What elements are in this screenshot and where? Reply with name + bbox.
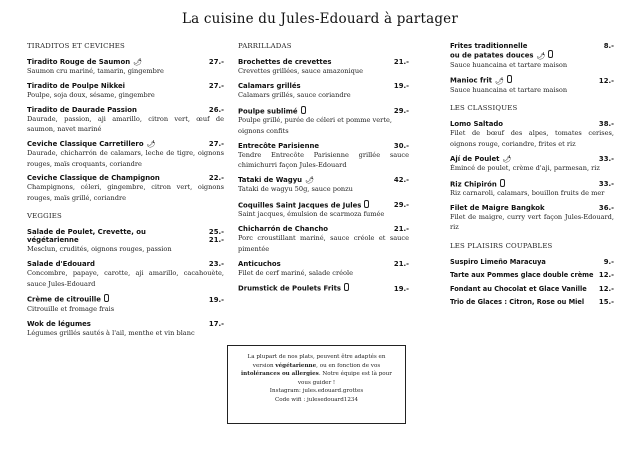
spicy-icon: 🌶︎ bbox=[133, 58, 143, 66]
item-price: 27.- bbox=[208, 81, 224, 90]
item-price: 29.- bbox=[393, 107, 409, 116]
item-description: Riz carnaroli, calamars, bouillon fruits de mer bbox=[450, 189, 605, 198]
notice-emphasis: végétarienne bbox=[275, 362, 317, 369]
page-title: La cuisine du Jules-Edouard à partager bbox=[181, 11, 459, 27]
item-price: 12.- bbox=[598, 284, 614, 293]
menu-item bbox=[450, 155, 614, 173]
menu-item bbox=[238, 142, 409, 171]
menu-item bbox=[27, 140, 224, 169]
item-price: 30.- bbox=[393, 141, 409, 150]
item-name: Tiradito de Poulpe Nikkei bbox=[27, 81, 126, 90]
item-name: Riz Chipirón bbox=[450, 180, 497, 189]
menu-item bbox=[450, 298, 614, 306]
item-name: Tataki de Wagyu bbox=[238, 175, 303, 184]
item-name-line2: ou de patates douces bbox=[450, 51, 534, 60]
vegetarian-icon bbox=[507, 75, 512, 83]
item-price: 33.- bbox=[598, 154, 614, 163]
item-description: Crevettes grillées, sauce amazonique bbox=[238, 67, 364, 75]
menu-item bbox=[450, 204, 614, 233]
item-name: Lomo Saltado bbox=[450, 120, 504, 129]
spicy-icon: 🌶︎ bbox=[146, 140, 156, 149]
item-price: 12.- bbox=[598, 76, 614, 85]
item-name-variant: végétarienne bbox=[27, 236, 79, 245]
menu-item bbox=[27, 174, 224, 203]
item-name: Suspiro Limeño Maracuya bbox=[450, 257, 546, 266]
item-price: 25.- bbox=[208, 228, 224, 237]
item-name: Tiradito de Daurade Passion bbox=[27, 105, 137, 114]
item-price: 15.- bbox=[598, 298, 614, 307]
section-heading-classiques: LES CLASSIQUES bbox=[450, 104, 518, 113]
item-description: Poulpe grillé, purée de céleri et pomme verte, oignons confits bbox=[238, 116, 392, 135]
menu-item bbox=[238, 58, 409, 76]
item-description: Tendre Entrecôte Parisienne grillée sauce chimichurri façon Jules-Edouard bbox=[238, 150, 409, 170]
item-price: 22.- bbox=[208, 174, 224, 183]
menu-item bbox=[238, 176, 409, 194]
item-name: Crème de citrouille bbox=[27, 295, 101, 304]
item-name: Wok de légumes bbox=[27, 319, 91, 328]
item-name: Drumstick de Poulets Frits bbox=[238, 284, 341, 293]
spicy-icon: 🌶︎ bbox=[502, 154, 512, 163]
item-name: Tarte aux Pommes glace double crème bbox=[450, 271, 594, 280]
menu-item bbox=[450, 42, 614, 70]
menu-item bbox=[27, 228, 224, 254]
vegetarian-icon bbox=[301, 106, 306, 114]
item-description: Champignons, céleri, gingembre, citron vert, oignons rouges, maïs grillé, coriandre bbox=[27, 183, 224, 202]
notice-line: intolérances ou allergies. Notre équipe est là pour bbox=[241, 371, 392, 378]
item-price: 33.- bbox=[598, 180, 614, 189]
item-description: Sauce huancaina et tartare maison bbox=[450, 85, 568, 94]
item-price: 38.- bbox=[598, 120, 614, 129]
vegetarian-icon bbox=[104, 294, 109, 302]
item-description: Mesclun, crudités, oignons rouges, passion bbox=[27, 245, 172, 254]
vegetarian-icon bbox=[548, 50, 553, 58]
item-price: 8.- bbox=[603, 42, 614, 50]
item-name: Brochettes de crevettes bbox=[238, 58, 332, 66]
item-description: Citrouille et fromage frais bbox=[27, 304, 115, 313]
vegetarian-icon bbox=[344, 283, 349, 291]
wifi-code: Code wifi : julesedouard1234 bbox=[274, 396, 359, 403]
item-name: Calamars grillés bbox=[238, 81, 301, 90]
item-price: 19.- bbox=[208, 295, 224, 304]
vegetarian-icon bbox=[500, 179, 505, 187]
menu-item bbox=[238, 82, 409, 100]
menu-item bbox=[450, 120, 614, 149]
item-description: Tataki de wagyu 50g, sauce ponzu bbox=[238, 184, 353, 193]
item-price: 17.- bbox=[208, 319, 224, 328]
notice-line: La plupart de nos plats, peuvent être adaptés en bbox=[247, 354, 386, 360]
spicy-icon: 🌶︎ bbox=[305, 175, 314, 184]
item-description: Filet de maigre, curry vert façon Jules-Edouard, riz bbox=[450, 212, 614, 232]
menu-item bbox=[27, 58, 224, 76]
item-name: Ceviche Classique Carretillero bbox=[27, 140, 144, 149]
notice-line: version végétarienne, ou en fonction de vos bbox=[252, 362, 381, 369]
item-price: 9.- bbox=[603, 257, 614, 266]
menu-item bbox=[27, 294, 224, 314]
item-price: 42.- bbox=[393, 175, 409, 184]
item-name: Manioc frit bbox=[450, 76, 493, 85]
menu-item bbox=[238, 225, 409, 254]
menu-item bbox=[450, 75, 614, 95]
item-price: 21.- bbox=[393, 58, 409, 66]
item-name: Fondant au Chocolat et Glace Vanille bbox=[450, 284, 587, 293]
item-description: Daurade, chicharrón de calamars, leche de tigre, oignons rouges, maïs croquants, coriandre bbox=[27, 149, 224, 168]
section-heading-tiraditos: TIRADITOS ET CEVICHES bbox=[27, 42, 125, 50]
section-heading-plaisirs: LES PLAISIRS COUPABLES bbox=[450, 241, 553, 250]
menu-item bbox=[450, 271, 614, 279]
column-right bbox=[450, 42, 614, 312]
item-price: 26.- bbox=[208, 105, 224, 114]
menu-item bbox=[27, 106, 224, 135]
notice-emphasis: intolérances ou allergies bbox=[241, 371, 319, 378]
notice-line: vous guider ! bbox=[297, 379, 336, 386]
menu-item bbox=[450, 179, 614, 199]
column-middle bbox=[238, 42, 409, 298]
item-price: 12.- bbox=[598, 271, 614, 280]
item-description: Saint jacques, émulsion de scarmoza fumée bbox=[238, 210, 385, 219]
item-description: Concombre, papaye, carotte, aji amarillo, cacahouète, sauce Jules-Edouard bbox=[27, 269, 224, 288]
menu-item bbox=[238, 106, 409, 136]
item-name: Tiradito Rouge de Saumon bbox=[27, 58, 131, 66]
item-description: Légumes grillés sautés à l'ail, menthe et vin blanc bbox=[27, 328, 195, 337]
info-notice-box bbox=[227, 345, 406, 424]
item-name: Ceviche Classique de Champignon bbox=[27, 174, 160, 183]
item-price: 27.- bbox=[208, 140, 224, 149]
item-price: 23.- bbox=[208, 260, 224, 269]
section-heading-parrilladas: PARRILLADAS bbox=[238, 42, 292, 50]
item-description: Filet de bœuf des alpes, tomates cerises, oignons rouge, coriandre, frites et riz bbox=[450, 129, 614, 148]
item-price: 19.- bbox=[393, 81, 409, 90]
item-name: Filet de Maigre Bangkok bbox=[450, 203, 545, 212]
item-description: Sauce huancaina et tartare maison bbox=[450, 60, 568, 69]
item-name: Coquilles Saint Jacques de Jules bbox=[238, 201, 362, 210]
item-name: Ají de Poulet bbox=[450, 154, 500, 163]
menu-item bbox=[27, 320, 224, 338]
item-description: Émincé de poulet, crème d'aji, parmesan, riz bbox=[450, 163, 600, 172]
vegetarian-icon bbox=[364, 200, 369, 208]
section-heading-veggies: VEGGIES bbox=[27, 212, 62, 221]
instagram-handle: Instagram: jules.edouard.grottes bbox=[269, 388, 364, 395]
item-price-variant: 21.- bbox=[208, 236, 224, 245]
item-description: Calamars grillés, sauce coriandre bbox=[238, 90, 351, 99]
item-name: Salade de Poulet, Crevette, ou bbox=[27, 228, 146, 237]
spicy-icon: 🌶︎ bbox=[536, 51, 546, 60]
menu-item bbox=[238, 260, 409, 278]
menu-item bbox=[238, 283, 409, 293]
item-description: Saumon cru mariné, tamarin, gingembre bbox=[27, 67, 164, 75]
menu-item bbox=[238, 200, 409, 220]
menu-item bbox=[450, 258, 614, 266]
item-price: 27.- bbox=[208, 58, 224, 66]
item-name: Salade d'Edouard bbox=[27, 260, 95, 269]
menu-item bbox=[27, 260, 224, 289]
item-price: 36.- bbox=[598, 203, 614, 212]
item-name: Trio de Glaces : Citron, Rose ou Miel bbox=[450, 298, 585, 307]
item-description: Filet de cerf mariné, salade créole bbox=[238, 268, 354, 277]
item-price: 21.- bbox=[393, 259, 409, 268]
column-left bbox=[27, 42, 224, 344]
item-description: Porc croustillant mariné, sauce créole et sauce pimentée bbox=[238, 234, 409, 253]
menu-item bbox=[450, 285, 614, 293]
menu-item bbox=[27, 82, 224, 100]
spicy-icon: 🌶︎ bbox=[495, 76, 504, 85]
item-description: Daurade, passion, aji amarillo, citron vert, œuf de saumon, navet mariné bbox=[27, 114, 224, 134]
item-name: Anticuchos bbox=[238, 259, 281, 268]
item-name: Poulpe sublimé bbox=[238, 107, 298, 116]
item-name: Entrecôte Parisienne bbox=[238, 141, 320, 150]
item-price: 21.- bbox=[393, 225, 409, 234]
item-price: 19.- bbox=[393, 284, 409, 293]
item-name: Chicharrón de Chancho bbox=[238, 225, 329, 234]
item-description: Poulpe, soja doux, sésame, gingembre bbox=[27, 90, 155, 99]
item-name: Frites traditionnelle bbox=[450, 42, 528, 50]
item-price: 29.- bbox=[393, 201, 409, 210]
